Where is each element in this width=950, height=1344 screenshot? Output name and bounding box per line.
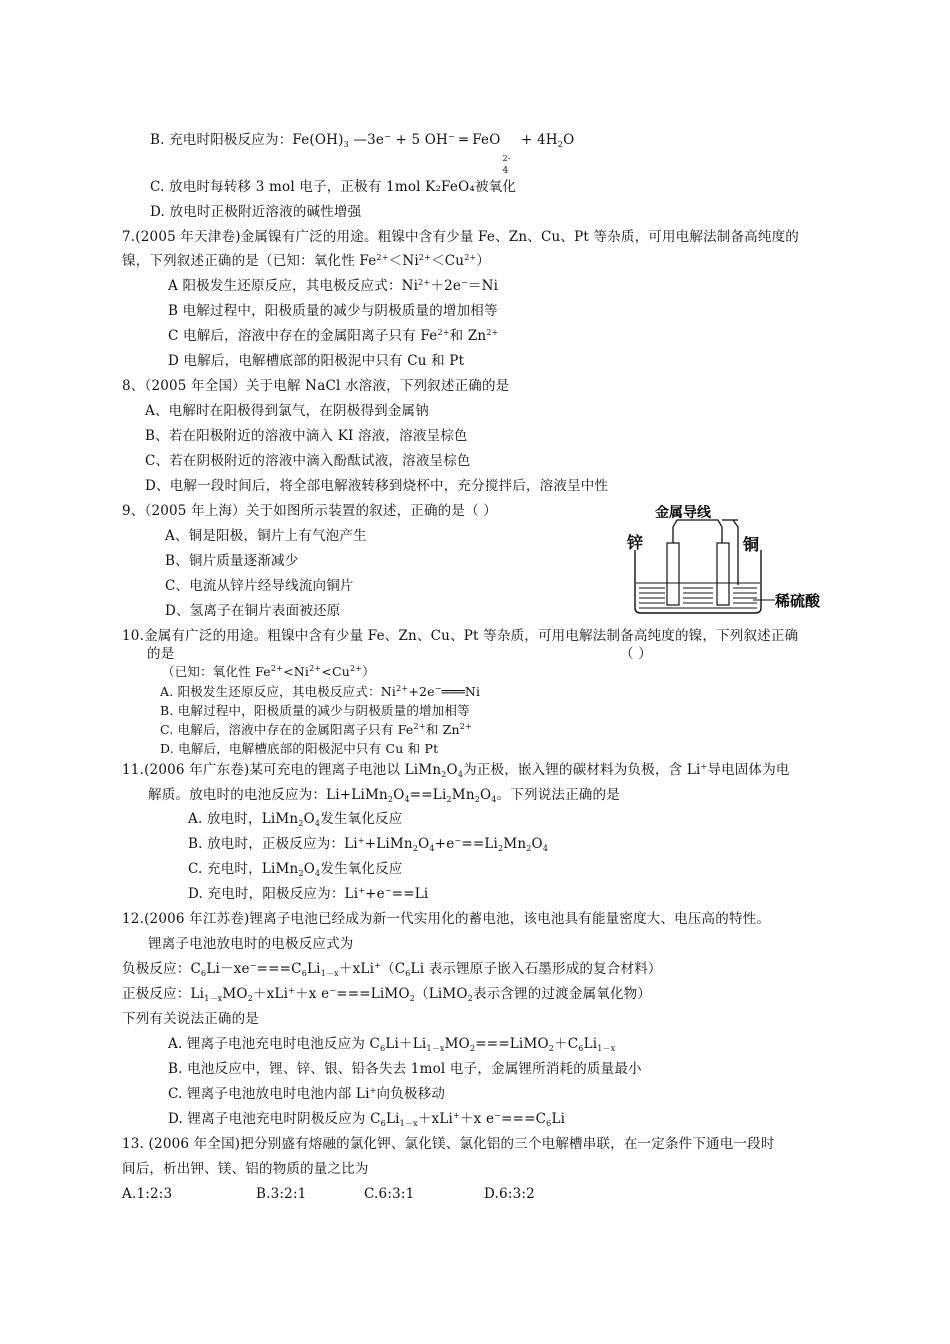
q7-option-c: C 电解后，溶液中存在的金属阳离子只有 $Fe^{2+}$和 $Zn^{2+}$ [168,328,499,344]
q12-option-b: B. 电池反应中，锂、锌、银、铅各失去 1mol 电子，金属锂所消耗的质量最小 [168,1061,642,1077]
q13-option-d: D.6:3:2 [484,1186,535,1202]
q9-option-b: B、铜片质量逐渐减少 [165,553,299,569]
q11-option-b: B. 放电时，正极反应为：$Li^++LiMn_2O_4+e^-==Li_2Mn_2O_4$ [188,836,549,853]
q12-option-a: A. 锂离子电池充电时电池反应为 $C_6Li+Li_{1-x}MO_2===LiMO_2+C_6Li_{1-x}$ [168,1036,616,1053]
q13-option-c: C.6:3:1 [364,1186,415,1202]
acid-liquid [636,583,760,608]
q7-option-d: D 电解后，电解槽底部的阳极泥中只有 Cu 和 Pt [168,353,465,369]
label-copper: 铜 [743,537,760,554]
q11-option-c: C. 充电时，$LiMn_2O_4$发生氧化反应 [188,861,403,878]
zinc-plate [667,543,679,605]
q8-option-a: A、电解时在阳极得到氯气，在阴极得到金属钠 [145,403,429,419]
q12-stem-line2: 锂离子电池放电时的电极反应式为 [148,936,354,952]
q8-option-c: C、若在阴极附近的溶液中滴入酚酞试液，溶液呈棕色 [145,453,471,469]
metal-wire [673,520,722,585]
q8-option-d: D、电解一段时间后，将全部电解液转移到烧杯中，充分搅拌后，溶液呈中性 [145,478,609,494]
q9-option-d: D、氢离子在铜片表面被还原 [165,603,341,619]
galvanic-cell-diagram [625,505,870,615]
q13-stem-line2: 间后，析出钾、镁、铝的物质的量之比为 [122,1161,369,1177]
q10-option-b: B. 电解过程中，阳极质量的减少与阴极质量的增加相等 [160,703,470,718]
label-acid: 稀硫酸 [775,593,821,610]
q10-option-d: D. 电解后，电解槽底部的阳极泥中只有 Cu 和 Pt [160,741,439,756]
q6-option-b: B. 充电时阳极反应为：$Fe(OH)_3$ —3e− + 5 OH− ═ FeO 2- 4 + $4H_2O$ [150,132,575,176]
q10-stem-line1: 10.金属有广泛的用途。粗镍中含有少量 Fe、Zn、Cu、Pt 等杂质，可用电解法制备高纯度的镍，下列叙述正确 [122,628,799,644]
q11-stem-line1: 11.(2006 年广东卷)某可充电的锂离子电池以 $LiMn_2O_4$为正极，嵌入锂的碳材料为负极，含 Li+导电固体为电 [122,762,790,779]
q12-positive-reaction: 正极反应：$Li_{1-x}MO_2+xLi^++x$ e−===LiMO$_2$（LiMO$_2$表示含锂的过渡金属氧化物） [122,986,652,1003]
q11-option-a: A. 放电时，$LiMn_2O_4$发生氧化反应 [188,811,403,828]
q7-stem-line2: 镍，下列叙述正确的是（已知：氧化性 $Fe^{2+}<Ni^{2+}<Cu^{2+}$） [122,253,491,269]
q10-answer-paren: （ ） [620,646,652,662]
q9-option-a: A、铜是阳极，铜片上有气泡产生 [165,528,367,544]
q13-option-a: A.1:2:3 [122,1186,173,1202]
q8-option-b: B、若在阳极附近的溶液中滴入 KI 溶液，溶液呈棕色 [145,428,468,444]
copper-plate [717,543,729,605]
metal-wire-cu [733,520,738,585]
q11-option-d: D. 充电时，阳极反应为：Li++e−==Li [188,886,429,902]
q12-ask: 下列有关说法正确的是 [122,1011,259,1027]
q8-stem: 8、（2005 年全国）关于电解 NaCl 水溶液，下列叙述正确的是 [122,378,510,394]
q12-stem-line1: 12.(2006 年江苏卷)锂离子电池已经成为新一代实用化的蓄电池，该电池具有能量密度大、电压高的特性。 [122,911,771,927]
q7-option-b: B 电解过程中，阳极质量的减少与阴极质量的增加相等 [168,303,498,319]
q12-option-c: C. 锂离子电池放电时电池内部 Li+向负极移动 [168,1086,446,1102]
label-wire: 金属导线 [655,505,711,520]
q10-stem-line2: 的是 [147,646,175,662]
q12-negative-reaction: 负极反应：$C_6Li-xe^-===C_6Li_{1-x}+xLi^+(C_6Li$ 表示锂原子嵌入石墨形成的复合材料） [122,961,662,978]
q10-option-c: C. 电解后，溶液中存在的金属阳离子只有 $Fe^{2+}$和 $Zn^{2+}$ [160,722,472,737]
q7-stem-line1: 7.(2005 年天津卷)金属镍有广泛的用途。粗镍中含有少量 Fe、Zn、Cu、Pt 等杂质，可用电解法制备高纯度的 [122,229,799,245]
q9-option-c: C、电流从锌片经导线流向铜片 [165,578,354,594]
q13-stem-line1: 13. (2006 年全国)把分别盛有熔融的氯化钾、氯化镁、氯化铝的三个电解槽串联，在一定条件下通电一段时 [122,1136,775,1152]
q10-known: （已知：氧化性 $Fe^{2+}<Ni^{2+}<Cu^{2+}$） [162,664,375,679]
q11-stem-line2: 解质。放电时的电池反应为：$Li+LiMn_2O_4==Li_2Mn_2O_4$。下列说法正确的是 [148,787,620,804]
q6-option-d: D. 放电时正极附近溶液的碱性增强 [150,204,362,220]
q9-stem: 9、（2005 年上海）关于如图所示装置的叙述，正确的是（ ） [122,503,497,519]
q10-option-a: A. 阳极发生还原反应，其电极反应式：$Ni^{2+}+2e^-═══Ni$ [160,684,481,699]
beaker [635,550,761,613]
q7-option-a: A 阳极发生还原反应，其电极反应式：$Ni^{2+}+2e^-=Ni$ [168,278,499,294]
q12-option-d: D. 锂离子电池充电时阴极反应为 $C_6Li_{1-x}+xLi^++x$ $e^-===C_6Li$ [168,1111,566,1128]
label-zinc: 锌 [627,535,644,552]
q13-option-b: B.3:2:1 [256,1186,307,1202]
q6-option-c: C. 放电时每转移 3 mol 电子，正极有 1mol K₂FeO₄被氧化 [150,179,517,195]
